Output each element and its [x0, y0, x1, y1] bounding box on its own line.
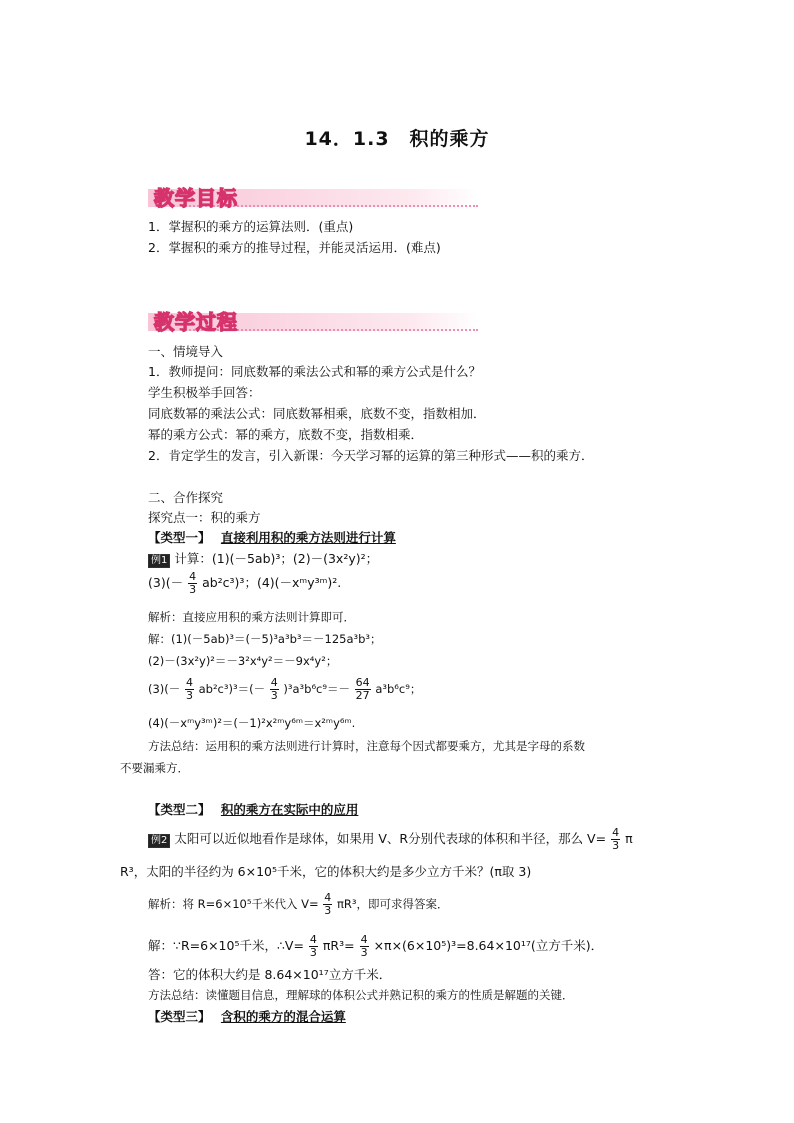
numerator: 4 — [612, 826, 620, 839]
text-fragment: ab²c³)³＝(－ — [198, 682, 266, 696]
text-fragment: )³a³b⁶c⁹＝－ — [283, 682, 350, 696]
numerator: 4 — [185, 676, 193, 689]
type-heading — [148, 800, 358, 818]
denominator: 3 — [270, 689, 278, 702]
numerator: 4 — [360, 933, 368, 946]
text-fragment: π — [625, 831, 633, 846]
denominator: 3 — [185, 689, 193, 702]
fraction — [270, 677, 279, 702]
fraction — [188, 571, 197, 596]
solution-2 — [148, 934, 603, 959]
text-fragment: πR³= — [322, 938, 355, 953]
fraction — [185, 677, 194, 702]
type-title: 积的乘方在实际中的应用 — [220, 802, 359, 817]
text-line: 1．教师提问：同底数幂的乘法公式和幂的乘方公式是什么？ — [148, 364, 481, 379]
denominator: 3 — [309, 946, 317, 959]
answer: 答：它的体积大约是 8.64×10¹⁷立方千米． — [148, 967, 392, 982]
goal-item: 1．掌握积的乘方的运算法则．(重点) — [148, 219, 354, 234]
banner-label: 教学过程 — [154, 310, 238, 334]
denominator: 3 — [612, 839, 620, 852]
denominator: 3 — [324, 904, 332, 917]
fraction — [355, 677, 371, 702]
numerator: 4 — [309, 933, 317, 946]
method-summary: 方法总结：读懂题目信息，理解球的体积公式并熟记积的乘方的性质是解题的关键． — [148, 988, 574, 1002]
solution-line: (2)－(3x²y)²＝－3²x⁴y²＝－9x⁴y²； — [148, 654, 338, 668]
section-heading: 一、情境导入 — [148, 344, 224, 359]
numerator: 4 — [270, 676, 278, 689]
numerator: 64 — [355, 676, 370, 689]
method-summary: 方法总结：运用积的乘方法则进行计算时，注意每个因式都要乘方，尤其是字母的系数 — [148, 739, 585, 753]
text-fragment: a³b⁶c⁹； — [375, 682, 422, 696]
numerator: 4 — [189, 570, 197, 583]
text-line: 幂的乘方公式：幂的乘方，底数不变，指数相乘． — [148, 427, 424, 442]
text-fragment: (3)(－ — [148, 575, 184, 590]
type-title: 含积的乘方的混合运算 — [220, 1009, 346, 1024]
solution-line: (4)(－xᵐy³ᵐ)²＝(－1)²x²ᵐy⁶ᵐ＝x²ᵐy⁶ᵐ. — [148, 716, 356, 730]
example-badge: 例1 — [148, 554, 170, 568]
goal-item: 2．掌握积的乘方的推导过程，并能灵活运用．(难点) — [148, 240, 441, 255]
text-line: 同底数幂的乘法公式：同底数幂相乘，底数不变，指数相加． — [148, 406, 486, 421]
text-fragment: ab²c³)³；(4)(－xᵐy³ᵐ)². — [202, 575, 342, 590]
text-line: 学生积极举手回答： — [148, 385, 261, 400]
example-1-question-2 — [148, 571, 341, 596]
type-heading — [148, 1007, 346, 1025]
denominator: 3 — [189, 583, 197, 596]
question-text: 计算：(1)(－5ab)³；(2)－(3x²y)²； — [174, 551, 379, 566]
text-fragment: πR³，即可求得答案． — [336, 897, 449, 911]
denominator: 3 — [360, 946, 368, 959]
type-label: 【类型一】 — [148, 530, 211, 545]
text-line: 探究点一：积的乘方 — [148, 510, 261, 525]
analysis-2 — [148, 892, 448, 917]
denominator: 27 — [355, 689, 370, 702]
text-line: 2．肯定学生的发言，引入新课：今天学习幂的运算的第三种形式——积的乘方． — [148, 448, 594, 463]
type-heading — [148, 528, 396, 546]
section-heading: 二、合作探究 — [148, 490, 224, 505]
text-fragment: (3)(－ — [148, 682, 181, 696]
type-label: 【类型三】 — [148, 1009, 211, 1024]
text-fragment: 太阳可以近似地看作是球体，如果用 V、R分别代表球的体积和半径，那么 V= — [174, 831, 607, 846]
type-title: 直接利用积的乘方法则进行计算 — [220, 530, 396, 545]
fraction — [309, 934, 318, 959]
fraction — [360, 934, 369, 959]
example-2-question — [148, 827, 633, 852]
teaching-process-banner — [148, 306, 478, 334]
text-fragment: 解析：将 R=6×10⁵千米代入 V= — [148, 897, 319, 911]
page-title: 14．1.3 积的乘方 — [304, 128, 490, 150]
text-fragment: ×π×(6×10⁵)³=8.64×10¹⁷(立方千米)． — [373, 938, 604, 953]
solution-line-3 — [148, 677, 421, 702]
example-1-question — [148, 549, 378, 568]
fraction — [323, 892, 332, 917]
text-fragment: 解：∵R=6×10⁵千米，∴V= — [148, 938, 304, 953]
banner-label: 教学目标 — [154, 186, 238, 210]
numerator: 4 — [324, 891, 332, 904]
solution-line: 解：(1)(－5ab)³＝(－5)³a³b³＝－125a³b³； — [148, 632, 382, 646]
analysis: 解析：直接应用积的乘方法则计算即可． — [148, 610, 355, 624]
method-summary-cont: 不要漏乘方． — [120, 761, 189, 775]
fraction — [611, 827, 620, 852]
type-label: 【类型二】 — [148, 802, 211, 817]
example-2-question-cont: R³，太阳的半径约为 6×10⁵千米，它的体积大约是多少立方千米？(π取 3) — [120, 864, 532, 879]
example-badge: 例2 — [148, 834, 170, 848]
teaching-goals-banner — [148, 182, 478, 210]
